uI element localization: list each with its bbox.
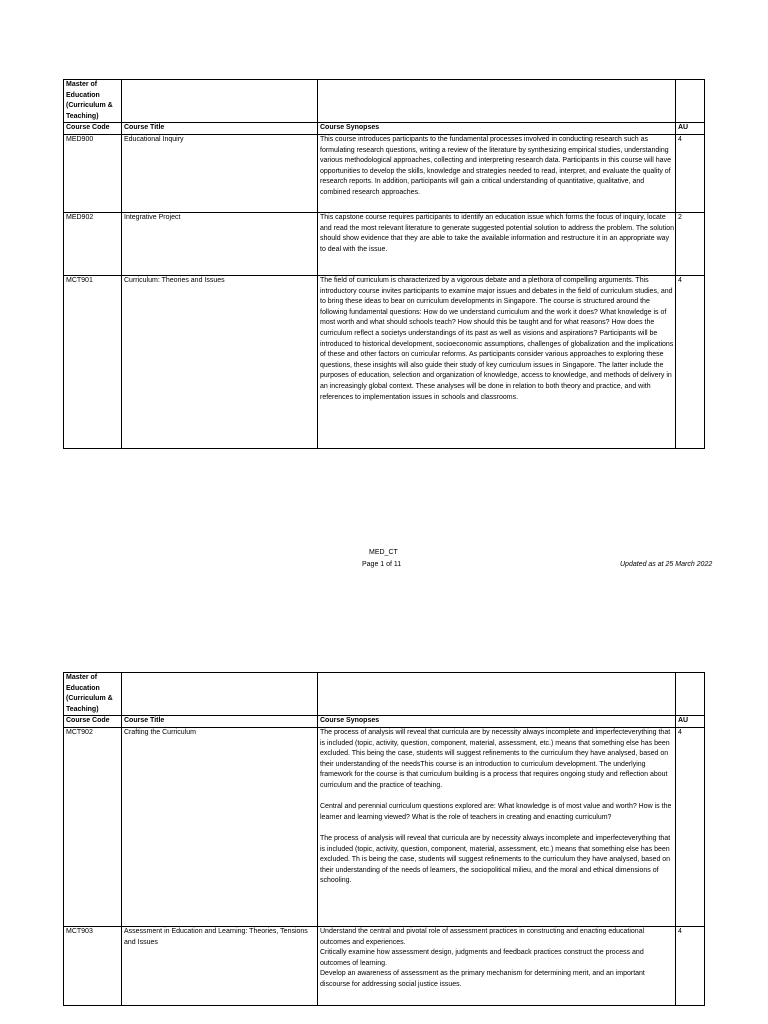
- course-synopsis: [318, 275, 676, 448]
- course-title: Integrative Project: [122, 212, 318, 275]
- course-code: MED900: [64, 134, 122, 212]
- synopsis-paragraph: The field of curriculum is characterized by a vigorous debate and a plethora of compelling arguments. This introductory course invites participants to examine major issues and debates in the field of curriculum studies, and to bring these ideas to bear on curriculum developments in Singapore. The course is structured around the following fundamental questions: How do we understand curriculum and the work it does? What knowledge is of most worth and what should schools teach? How should this be taught and for what reasons? How does the curriculum reflect a societys understandings of its past as well as visions and aspirations? Participants will be introduced to historical development, socioeconomic assumptions, challenges of globalization and the implications of these and other factors on curricular reforms. As participants consider various approaches to exploring these questions, these insights will also guide their study of key curriculum issues in Singapore. The latter include the purposes of education, selection and organization of knowledge, access to knowledge, and methods of delivery in an increasingly global context. These analyses will be done in relation to both theory and practice, and with references to implementation issues in schools and classrooms.: [320, 276, 674, 401]
- program-title: Master of Education (Curriculum & Teaching): [64, 673, 122, 716]
- table-row: [64, 275, 705, 448]
- table-row: [64, 926, 705, 1005]
- course-code: MCT903: [64, 926, 122, 1005]
- footer-doc-code: MED_CT: [369, 549, 398, 556]
- course-au: 4: [676, 134, 705, 212]
- synopsis-paragraph: This capstone course requires participants to identify an education issue which forms the focus of inquiry, locate and read the most relevant literature to generate suggested potential solution to address the problem. The solution should show evidence that they are able to take the available information and restructure it in an appropriate way to deal with the issue.: [320, 213, 674, 253]
- synopsis-paragraph: Understand the central and pivotal role of assessment practices in constructing and enacting educational outcomes and experiences. Critically examine how assessment design, judgments and feedback practices construct the process and outcomes of learning. Develop an awareness of assessment as the primary mechanism for determining merit, and an important discourse for addressing social justice issues.: [320, 927, 645, 988]
- program-title: Master of Education (Curriculum & Teaching): [64, 80, 122, 123]
- synopsis-paragraph: The process of analysis will reveal that curricula are by necessity always incomplete and imperfecteverything that is included (topic, activity, question, component, material, assessment, etc.) means that something else has been excluded. This being the case, students will suggest refinements to the curriculum they have analysed, based on their understanding of the needsThis course is an introduction to curriculum development. The underlying framework for the course is that curriculum building is a process that requires ongoing study and reflection about curriculum and the practice of teaching.: [320, 728, 671, 789]
- table-row: [64, 134, 705, 212]
- course-synopsis: [318, 727, 676, 926]
- footer-updated-date: Updated as at 25 March 2022: [620, 561, 713, 568]
- course-synopsis: [318, 926, 676, 1005]
- header-course-title: Course Title: [122, 123, 318, 135]
- course-synopsis: [318, 212, 676, 275]
- course-au: 4: [676, 727, 705, 926]
- course-au: 4: [676, 926, 705, 1005]
- footer-page-number: Page 1 of 11: [362, 561, 402, 568]
- course-code: MCT901: [64, 275, 122, 448]
- synopsis-paragraph: Central and perennial curriculum questions explored are: What knowledge is of most value and worth? How is the learner and learning viewed? What is the role of teachers in creating and enacting curriculum?: [320, 803, 672, 821]
- course-code: MCT902: [64, 727, 122, 926]
- header-au: AU: [676, 123, 705, 135]
- course-au: 4: [676, 275, 705, 448]
- course-title: Assessment in Education and Learning: Theories, Tensions and Issues: [122, 926, 318, 1005]
- course-code: MED902: [64, 212, 122, 275]
- course-au: 2: [676, 212, 705, 275]
- course-title: Curriculum: Theories and Issues: [122, 275, 318, 448]
- synopsis-paragraph: The process of analysis will reveal that curricula are by necessity always incomplete and imperfecteverything that is included (topic, activity, question, component, material, assessment, etc.) means that something else has been excluded. Th is being the case, students will suggest refinements to the curriculum they have analysed, based on their understanding of the needs of learners, the sociopolitical milieu, and the moral and ethical dimensions of schooling.: [320, 834, 671, 885]
- course-table-page-2: [63, 672, 705, 1006]
- synopsis-paragraph: This course introduces participants to the fundamental processes involved in conducting research such as formulating research questions, writing a review of the literature by synthesizing empirical studies, understanding various methodological approaches, collecting and interpreting research data. Participants in this course will have opportunities to develop the skills, knowledge and strategies needed to read, interpret, and evaluate the quality of research reports. In addition, participants will gain a critical understanding of quantitative, qualitative, and combined research approaches.: [320, 135, 671, 196]
- header-course-synopses: Course Synopses: [318, 123, 676, 135]
- course-title: Crafting the Curriculum: [122, 727, 318, 926]
- course-synopsis: [318, 134, 676, 212]
- header-course-title: Course Title: [122, 716, 318, 728]
- course-table-page-1: [63, 79, 705, 449]
- header-course-synopses: Course Synopses: [318, 716, 676, 728]
- course-title: Educational Inquiry: [122, 134, 318, 212]
- header-course-code: Course Code: [64, 123, 122, 135]
- header-au: AU: [676, 716, 705, 728]
- table-row: [64, 727, 705, 926]
- table-row: [64, 212, 705, 275]
- header-course-code: Course Code: [64, 716, 122, 728]
